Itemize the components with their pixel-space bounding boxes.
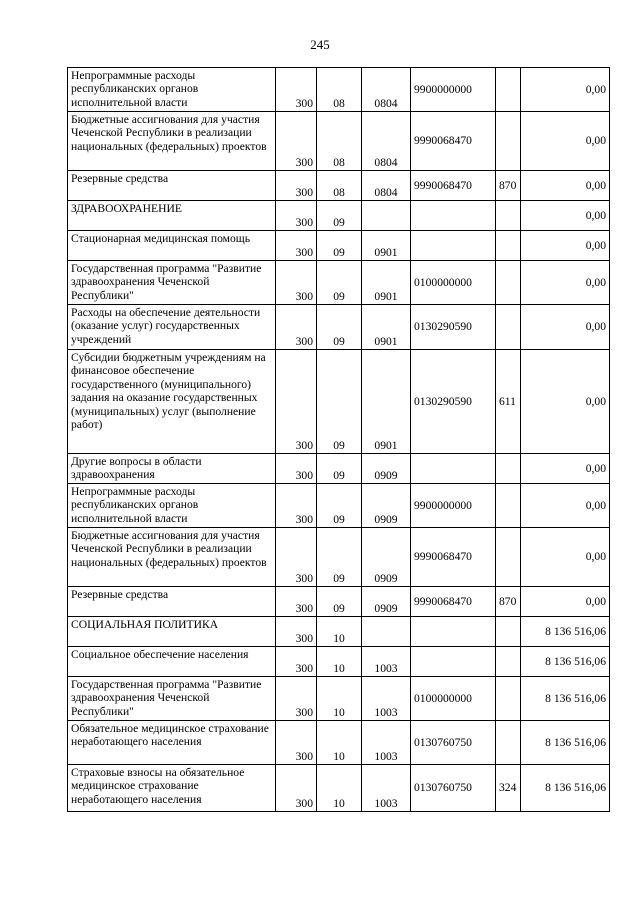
- row-sum-cell: 0,00: [521, 305, 610, 350]
- row-code1-cell: 300: [276, 647, 317, 677]
- table-row: [68, 68, 610, 112]
- row-csr-cell: 0100000000: [411, 261, 496, 305]
- row-name-cell: Субсидии бюджетным учреждениям на финансовое обеспечение государственного (муниципального) задания на оказание государственных (муниципальных) услуг (выполнение работ): [68, 350, 276, 454]
- row-csr-cell: 0130760750: [411, 721, 496, 765]
- row-code2-cell: 09: [317, 201, 362, 231]
- row-vr-cell: 870: [496, 587, 521, 617]
- row-sum-cell: 0,00: [521, 350, 610, 454]
- table-row: [68, 261, 610, 305]
- row-code1-cell: 300: [276, 677, 317, 721]
- row-code1-cell: 300: [276, 231, 317, 261]
- table-row: [68, 677, 610, 721]
- table-row: [68, 721, 610, 765]
- row-sum-cell: 0,00: [521, 528, 610, 587]
- row-code3-cell: 0909: [362, 484, 411, 528]
- row-vr-cell: [496, 528, 521, 587]
- row-csr-cell: 9990068470: [411, 112, 496, 171]
- row-code2-cell: 10: [317, 647, 362, 677]
- row-csr-cell: [411, 617, 496, 647]
- row-csr-cell: 9900000000: [411, 68, 496, 112]
- row-vr-cell: [496, 201, 521, 231]
- row-vr-cell: [496, 112, 521, 171]
- page-number: 245: [310, 37, 330, 52]
- row-code2-cell: 10: [317, 617, 362, 647]
- row-sum-cell: 0,00: [521, 454, 610, 484]
- row-code2-cell: 09: [317, 261, 362, 305]
- row-sum-cell: 0,00: [521, 261, 610, 305]
- row-csr-cell: 9990068470: [411, 528, 496, 587]
- row-code2-cell: 09: [317, 305, 362, 350]
- row-code2-cell: 08: [317, 68, 362, 112]
- table-row: [68, 112, 610, 171]
- row-sum-cell: 0,00: [521, 68, 610, 112]
- row-csr-cell: 9900000000: [411, 484, 496, 528]
- row-csr-cell: [411, 231, 496, 261]
- row-vr-cell: [496, 68, 521, 112]
- row-name-cell: Непрограммные расходы республиканских органов исполнительной власти: [68, 484, 276, 528]
- row-code1-cell: 300: [276, 350, 317, 454]
- table-row: [68, 587, 610, 617]
- row-code1-cell: 300: [276, 171, 317, 201]
- row-name-cell: Резервные средства: [68, 587, 276, 617]
- row-csr-cell: 0100000000: [411, 677, 496, 721]
- row-vr-cell: [496, 261, 521, 305]
- row-sum-cell: 8 136 516,06: [521, 721, 610, 765]
- table-row: [68, 305, 610, 350]
- row-csr-cell: 0130290590: [411, 305, 496, 350]
- row-code3-cell: 1003: [362, 647, 411, 677]
- row-code1-cell: 300: [276, 112, 317, 171]
- row-sum-cell: 0,00: [521, 171, 610, 201]
- row-code3-cell: 0804: [362, 68, 411, 112]
- row-code3-cell: 1003: [362, 677, 411, 721]
- row-csr-cell: [411, 454, 496, 484]
- row-code3-cell: 0901: [362, 350, 411, 454]
- row-code3-cell: 1003: [362, 721, 411, 765]
- row-code3-cell: [362, 617, 411, 647]
- row-code1-cell: 300: [276, 528, 317, 587]
- row-code1-cell: 300: [276, 765, 317, 812]
- table-row: [68, 201, 610, 231]
- row-code1-cell: 300: [276, 721, 317, 765]
- row-code1-cell: 300: [276, 454, 317, 484]
- row-code3-cell: [362, 201, 411, 231]
- row-sum-cell: 0,00: [521, 231, 610, 261]
- row-csr-cell: [411, 647, 496, 677]
- row-code2-cell: 09: [317, 484, 362, 528]
- table-row: [68, 454, 610, 484]
- row-name-cell: Бюджетные ассигнования для участия Чеченской Республики в реализации национальных (федеральных) проектов: [68, 528, 276, 587]
- row-code1-cell: 300: [276, 305, 317, 350]
- row-csr-cell: 9990068470: [411, 587, 496, 617]
- row-name-cell: Резервные средства: [68, 171, 276, 201]
- row-sum-cell: 8 136 516,06: [521, 677, 610, 721]
- table-row: [68, 617, 610, 647]
- row-code1-cell: 300: [276, 261, 317, 305]
- row-code3-cell: 0901: [362, 305, 411, 350]
- row-code2-cell: 09: [317, 587, 362, 617]
- row-sum-cell: 8 136 516,06: [521, 765, 610, 812]
- row-code1-cell: 300: [276, 617, 317, 647]
- row-code3-cell: 0901: [362, 231, 411, 261]
- row-code2-cell: 09: [317, 231, 362, 261]
- row-sum-cell: 8 136 516,06: [521, 647, 610, 677]
- row-csr-cell: 9990068470: [411, 171, 496, 201]
- row-code3-cell: 0804: [362, 112, 411, 171]
- row-code3-cell: 0909: [362, 528, 411, 587]
- row-name-cell: Государственная программа "Развитие здравоохранения Чеченской Республики": [68, 261, 276, 305]
- row-name-cell: Бюджетные ассигнования для участия Чеченской Республики в реализации национальных (федеральных) проектов: [68, 112, 276, 171]
- row-code2-cell: 09: [317, 528, 362, 587]
- row-vr-cell: [496, 677, 521, 721]
- row-name-cell: Другие вопросы в области здравоохранения: [68, 454, 276, 484]
- row-vr-cell: [496, 617, 521, 647]
- row-name-cell: Страховые взносы на обязательное медицинское страхование неработающего населения: [68, 765, 276, 812]
- row-name-cell: Обязательное медицинское страхование неработающего населения: [68, 721, 276, 765]
- row-name-cell: ЗДРАВООХРАНЕНИЕ: [68, 201, 276, 231]
- row-vr-cell: [496, 721, 521, 765]
- row-sum-cell: 0,00: [521, 484, 610, 528]
- row-code2-cell: 10: [317, 677, 362, 721]
- row-code2-cell: 09: [317, 454, 362, 484]
- row-name-cell: СОЦИАЛЬНАЯ ПОЛИТИКА: [68, 617, 276, 647]
- row-sum-cell: 0,00: [521, 201, 610, 231]
- row-sum-cell: 0,00: [521, 112, 610, 171]
- table-row: [68, 171, 610, 201]
- row-code2-cell: 08: [317, 171, 362, 201]
- row-vr-cell: [496, 305, 521, 350]
- row-csr-cell: 0130290590: [411, 350, 496, 454]
- row-code3-cell: 0909: [362, 454, 411, 484]
- row-name-cell: Стационарная медицинская помощь: [68, 231, 276, 261]
- row-code2-cell: 08: [317, 112, 362, 171]
- table-row: [68, 350, 610, 454]
- row-csr-cell: 0130760750: [411, 765, 496, 812]
- row-name-cell: Непрограммные расходы республиканских органов исполнительной власти: [68, 68, 276, 112]
- row-code2-cell: 10: [317, 721, 362, 765]
- row-vr-cell: 324: [496, 765, 521, 812]
- row-code3-cell: 0901: [362, 261, 411, 305]
- row-name-cell: Государственная программа "Развитие здравоохранения Чеченской Республики": [68, 677, 276, 721]
- row-code2-cell: 09: [317, 350, 362, 454]
- row-code1-cell: 300: [276, 484, 317, 528]
- row-name-cell: Социальное обеспечение населения: [68, 647, 276, 677]
- table-row: [68, 231, 610, 261]
- row-vr-cell: [496, 231, 521, 261]
- row-code1-cell: 300: [276, 201, 317, 231]
- row-code3-cell: 0804: [362, 171, 411, 201]
- row-name-cell: Расходы на обеспечение деятельности (оказание услуг) государственных учреждений: [68, 305, 276, 350]
- table-row: [68, 528, 610, 587]
- row-sum-cell: 8 136 516,06: [521, 617, 610, 647]
- row-vr-cell: [496, 484, 521, 528]
- row-code1-cell: 300: [276, 587, 317, 617]
- row-code3-cell: 0909: [362, 587, 411, 617]
- row-csr-cell: [411, 201, 496, 231]
- row-code3-cell: 1003: [362, 765, 411, 812]
- row-vr-cell: 870: [496, 171, 521, 201]
- row-code2-cell: 10: [317, 765, 362, 812]
- table-row: [68, 647, 610, 677]
- row-vr-cell: 611: [496, 350, 521, 454]
- budget-table: [67, 67, 610, 812]
- row-code1-cell: 300: [276, 68, 317, 112]
- table-row: [68, 484, 610, 528]
- row-vr-cell: [496, 647, 521, 677]
- row-sum-cell: 0,00: [521, 587, 610, 617]
- row-vr-cell: [496, 454, 521, 484]
- table-row: [68, 765, 610, 812]
